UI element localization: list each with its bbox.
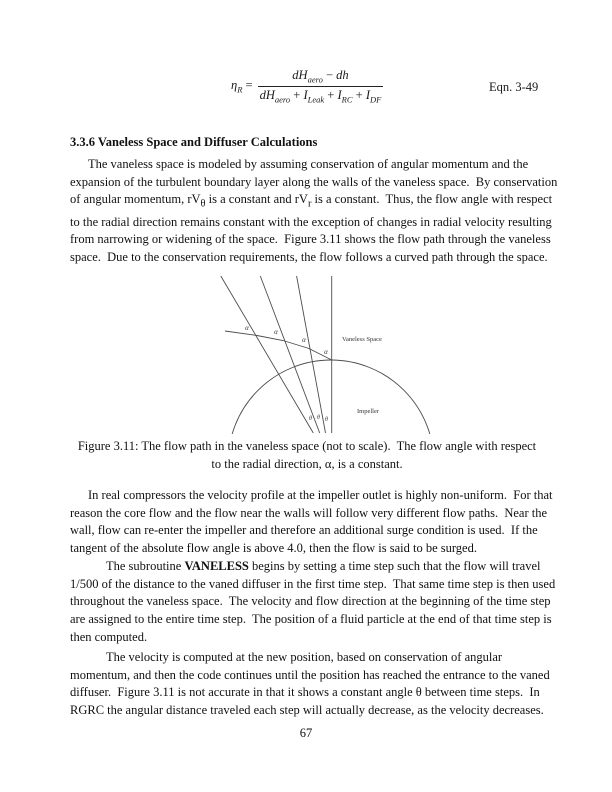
equation-denominator: $dH_{aero} + I_{Leak} + I_{RC} + I_{DF}$ xyxy=(259,87,382,104)
paragraph-4: The velocity is computed at the new position, based on conservation of angular momentum, and then the code continues until the position has reached the entrance to the vaned diffuser. Figure 3.11 is not accurate in that it shows a constant angle θ between time steps. In RGRC the angular distance traveled each step will actually decrease, as the velocity decreases. xyxy=(70,650,550,718)
radial-line-1 xyxy=(221,276,313,433)
page-number: 67 xyxy=(299,726,313,740)
equation-fraction xyxy=(258,68,384,104)
impeller-label: Impeller xyxy=(357,408,380,415)
flow-path xyxy=(225,331,332,360)
figure-3-11-diagram xyxy=(140,274,472,434)
alpha-label-1: α xyxy=(245,324,249,332)
vaneless-space-label: Vaneless Space xyxy=(342,336,382,343)
theta-label-3: θ xyxy=(325,417,328,423)
equation-label: Eqn. 3-49 xyxy=(489,80,539,94)
alpha-label-4: α xyxy=(324,348,328,356)
impeller-circle xyxy=(228,360,434,434)
section-heading: 3.3.6 Vaneless Space and Diffuser Calculations xyxy=(70,135,318,149)
alpha-label-2: α xyxy=(274,328,278,336)
paragraph-1: The vaneless space is modeled by assuming conservation of angular momentum and the expansion of the turbulent boundary layer along the walls of the vaneless space. By conservation of angular momentum, $rV_\theta$ is a constant and $rV_r$ is a constant. Thus, the flow angle with respect to the radial direction remains constant with the exception of changes in radial velocity resulting from narrowing or widening of the space. Figure 3.11 shows the flow path through the vaneless space. Due to the conservation requirements, the flow follows a curved path through the space. xyxy=(70,157,558,265)
alpha-label-3: α xyxy=(302,336,306,344)
paragraph-3: The subroutine VANELESS begins by setting a time step such that the flow will travel 1/500 of the distance to the vaned diffuser in the first time step. That same time step is then used throughout the vaneless space. The velocity and flow direction at the beginning of the time step are assigned to the entire time step. The position of a fluid particle at the end of that time step is then computed. xyxy=(70,559,556,644)
equation-numerator: $dH_{aero}$ − dh xyxy=(292,68,349,85)
theta-label-1: θ xyxy=(309,416,312,422)
paragraph-2: In real compressors the velocity profile at the impeller outlet is highly non-uniform. For that reason the core flow and the flow near the walls will follow very different flow paths. Near the wall, flow can re-enter the impeller and therefore an additional surge condition is used. If the tangent of the absolute flow angle is above 4.0, then the flow is said to be surged. xyxy=(70,488,553,556)
equation-lhs: $\eta_R$ = xyxy=(231,77,253,95)
theta-label-2: θ xyxy=(317,415,320,421)
equation-3-49 xyxy=(231,68,383,104)
figure-caption: Figure 3.11: The flow path in the vaneless space (not to scale). The flow angle with respect to the radial direction, α, is a constant. xyxy=(77,439,537,471)
